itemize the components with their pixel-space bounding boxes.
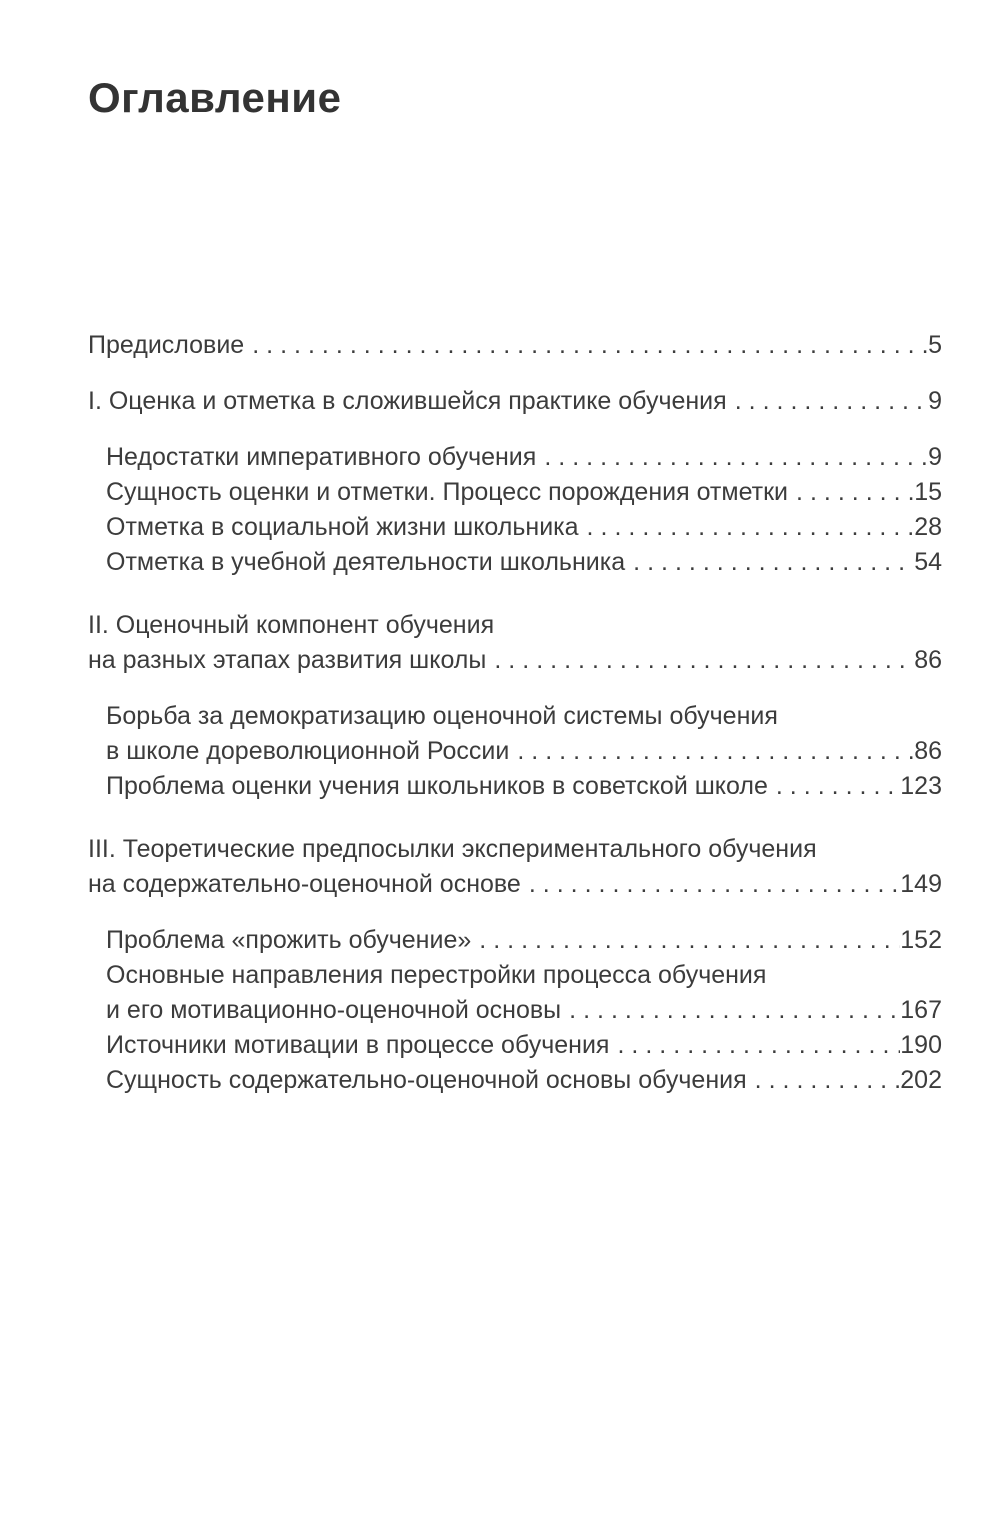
toc-entry-label: I. Оценка и отметка в сложившейся практике обучения <box>88 387 727 415</box>
toc-entry-label: Основные направления перестройки процесса обучения <box>106 961 767 989</box>
dot-leader <box>609 1028 900 1063</box>
toc-entry-label: Недостатки императивного обучения <box>106 443 537 471</box>
toc-entry-page: 86 <box>914 646 942 674</box>
toc-entry-page: 9 <box>928 387 942 415</box>
dot-leader <box>244 328 928 363</box>
toc-entry-page: 28 <box>914 513 942 541</box>
toc-entry-label: Предисловие <box>88 331 245 359</box>
toc-entry <box>88 545 942 580</box>
toc-entry-page: 5 <box>928 331 942 359</box>
dot-leader <box>471 923 900 958</box>
toc-entry <box>88 510 942 545</box>
page-title: Оглавление <box>88 74 342 121</box>
toc-entry-page: 54 <box>914 548 942 576</box>
toc-entry-label: III. Теоретические предпосылки экспериментального обучения <box>88 835 817 863</box>
toc-entry-page: 190 <box>900 1031 942 1059</box>
dot-leader <box>536 440 928 475</box>
dot-leader <box>521 867 900 902</box>
toc-entry-label: Отметка в учебной деятельности школьника <box>106 548 626 576</box>
toc-entry-page: 167 <box>900 996 942 1024</box>
toc-entry-page: 15 <box>914 478 942 506</box>
dot-leader <box>561 993 900 1028</box>
toc-entry-label-continued: в школе дореволюционной России <box>106 737 510 765</box>
toc-entry-label-continued: и его мотивационно-оценочной основы <box>106 996 562 1024</box>
toc-entry-page: 149 <box>900 870 942 898</box>
dot-leader <box>509 734 914 769</box>
toc-entry-chapter-1 <box>88 384 942 419</box>
toc-entry-label-continued: на содержательно-оценочной основе <box>88 870 521 898</box>
dot-leader <box>727 384 928 419</box>
toc-entry-label: II. Оценочный компонент обучения <box>88 611 495 639</box>
toc-entry <box>88 1063 942 1098</box>
toc-entry-label: Борьба за демократизацию оценочной системы обучения <box>106 702 778 730</box>
toc-entry <box>88 440 942 475</box>
toc-entry-label: Отметка в социальной жизни школьника <box>106 513 579 541</box>
toc-entry-label: Сущность содержательно-оценочной основы обучения <box>106 1066 747 1094</box>
toc-entry-chapter-3 <box>88 832 942 902</box>
toc-entry-page: 86 <box>914 737 942 765</box>
dot-leader <box>768 769 900 804</box>
dot-leader <box>579 510 915 545</box>
toc-entry <box>88 958 942 1028</box>
toc-entry-page: 202 <box>900 1066 942 1094</box>
toc-entry-page: 9 <box>928 443 942 471</box>
dot-leader <box>625 545 914 580</box>
toc-entry-label-continued: на разных этапах развития школы <box>88 646 487 674</box>
toc-entry-chapter-2 <box>88 608 942 678</box>
dot-leader <box>486 643 914 678</box>
dot-leader <box>788 475 914 510</box>
toc-entry-page: 123 <box>900 772 942 800</box>
toc-entry <box>88 1028 942 1063</box>
toc-entry-label: Сущность оценки и отметки. Процесс порождения отметки <box>106 478 788 506</box>
toc-entry <box>88 475 942 510</box>
toc-entry-preface <box>88 328 942 363</box>
toc-entry-label: Проблема оценки учения школьников в советской школе <box>106 772 768 800</box>
toc-entry <box>88 769 942 804</box>
table-of-contents <box>88 328 942 1098</box>
toc-entry <box>88 699 942 769</box>
toc-entry <box>88 923 942 958</box>
dot-leader <box>747 1063 901 1098</box>
toc-entry-page: 152 <box>900 926 942 954</box>
toc-entry-label: Источники мотивации в процессе обучения <box>106 1031 610 1059</box>
toc-entry-label: Проблема «прожить обучение» <box>106 926 472 954</box>
